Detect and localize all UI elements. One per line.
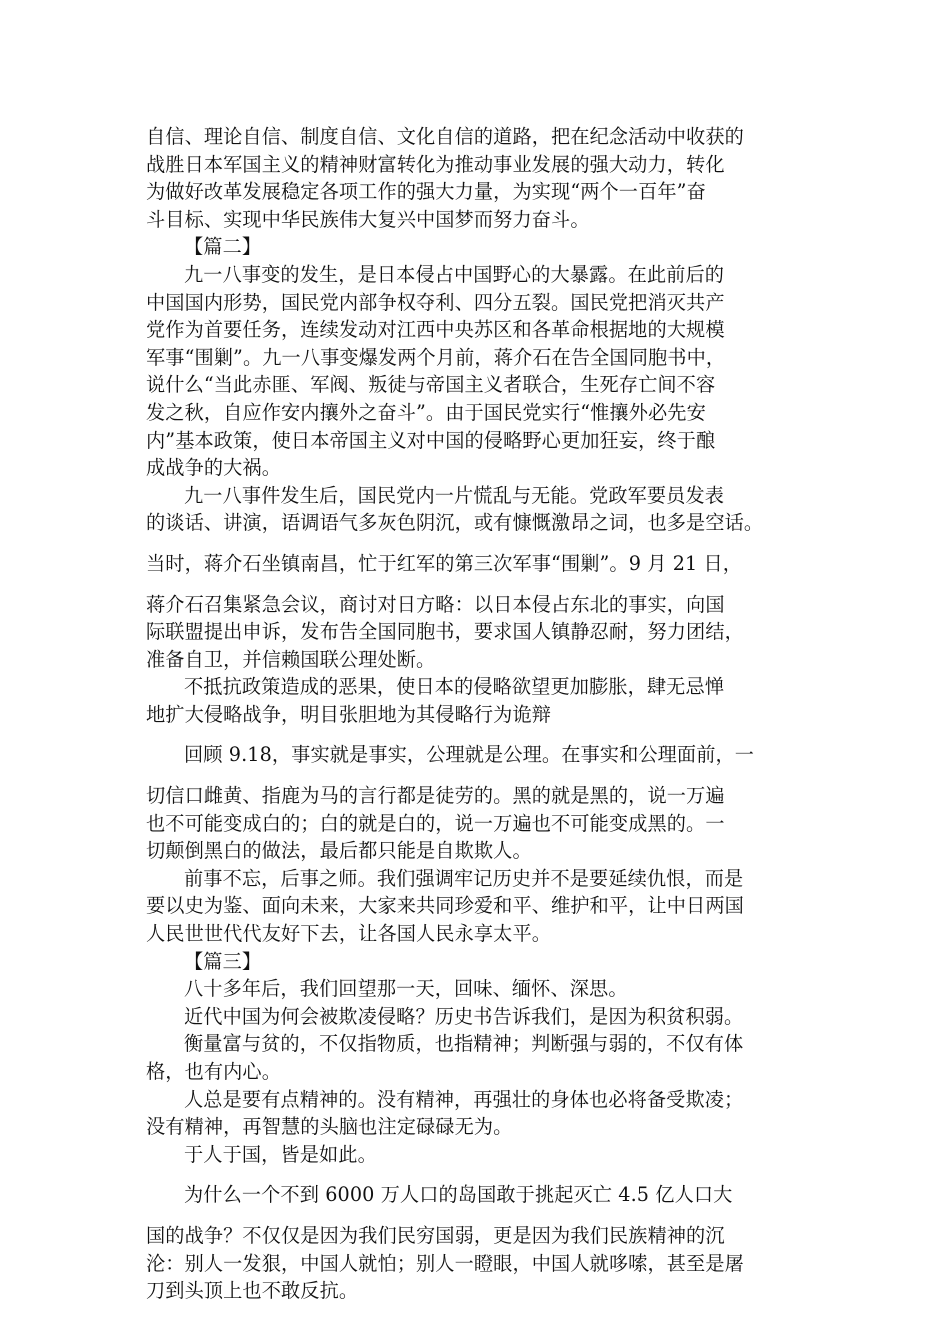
text-line: 准备自卫，并信赖国联公理处断。 xyxy=(146,647,436,671)
text-line: 内”基本政策，使日本帝国主义对中国的侵略野心更加狂妄，终于酿 xyxy=(146,428,716,452)
section-heading-2: 【篇二】 xyxy=(184,235,262,259)
text-line: 人总是要有点精神的。没有精神，再强壮的身体也必将备受欺凌； xyxy=(184,1087,744,1111)
spacer xyxy=(146,537,816,550)
text-line: 没有精神，再智慧的头脑也注定碌碌无为。 xyxy=(146,1115,513,1139)
text-line: 人民世世代代友好下去，让各国人民永享太平。 xyxy=(146,922,552,946)
text-line: 九一八事件发生后，国民党内一片慌乱与无能。党政军要员发表 xyxy=(184,483,725,507)
text-line: 不抵抗政策造成的恶果，使日本的侵略欲望更加膨胀，肆无忌惮 xyxy=(184,675,725,699)
text-line: 也不可能变成白的；白的就是白的，说一万遍也不可能变成黑的。一 xyxy=(146,811,725,835)
text-line: 沦：别人一发狠，中国人就怕；别人一瞪眼，中国人就哆嗦，甚至是屠 xyxy=(146,1251,744,1275)
text-line: 为做好改革发展稳定各项工作的强大力量，为实现“两个一百年”奋 xyxy=(146,180,706,204)
text-line: 国的战争？不仅仅是因为我们民穷国弱，更是因为我们民族精神的沉 xyxy=(146,1223,725,1247)
text-line: 切颠倒黑白的做法，最后都只能是自欺欺人。 xyxy=(146,839,532,863)
spacer xyxy=(146,1209,816,1222)
text-line: 近代中国为何会被欺凌侵略？历史书告诉我们，是因为积贫积弱。 xyxy=(184,1004,744,1028)
text-line: 发之秋，自应作安内攘外之奋斗”。由于国民党实行“惟攘外必先安 xyxy=(146,400,706,424)
text-line: 九一八事变的发生，是日本侵占中国野心的大暴露。在此前后的 xyxy=(184,262,725,286)
text-line: 斗目标、实现中华民族伟大复兴中国梦而努力奋斗。 xyxy=(146,207,590,231)
spacer xyxy=(146,769,816,782)
text-line: 于人于国，皆是如此。 xyxy=(184,1142,377,1166)
spacer xyxy=(146,578,816,591)
text-line: 党作为首要任务，连续发动对江西中央苏区和各革命根据地的大规模 xyxy=(146,318,725,342)
text-line: 格，也有内心。 xyxy=(146,1060,282,1083)
section-heading-3: 【篇三】 xyxy=(184,949,262,973)
text-line: 战胜日本军国主义的精神财富转化为推动事业发展的强大动力，转化 xyxy=(146,152,725,176)
text-line: 刀到头顶上也不敢反抗。 xyxy=(146,1279,359,1303)
text-line: 要以史为鉴、面向未来，大家来共同珍爱和平、维护和平，让中日两国 xyxy=(146,894,744,918)
text-line: 前事不忘，后事之师。我们强调牢记历史并不是要延续仇恨，而是 xyxy=(184,866,744,890)
text-line: 说什么“当此赤匪、军阀、叛徒与帝国主义者联合，生死存亡间不容 xyxy=(146,373,716,397)
spacer xyxy=(146,1168,816,1181)
text-line: 际联盟提出申诉，发布告全国同胞书，要求国人镇静忍耐，努力团结， xyxy=(146,620,744,644)
text-line: 回顾 9.18，事实就是事实，公理就是公理。在事实和公理面前，一 xyxy=(184,743,755,767)
text-line: 衡量富与贫的，不仅指物质，也指精神；判断强与弱的，不仅有体 xyxy=(184,1032,744,1056)
text-line: 八十多年后，我们回望那一天，回味、缅怀、深思。 xyxy=(184,977,628,1001)
text-line: 的谈话、讲演，语调语气多灰色阴沉，或有慷慨激昂之词，也多是空话。 xyxy=(146,511,764,535)
text-line: 中国国内形势，国民党内部争权夺利、四分五裂。国民党把消灭共产 xyxy=(146,290,725,314)
text-line: 切信口雌黄、指鹿为马的言行都是徒劳的。黑的就是黑的，说一万遍 xyxy=(146,784,725,808)
text-line: 为什么一个不到 6000 万人口的岛国敢于挑起灭亡 4.5 亿人口大 xyxy=(184,1183,733,1207)
document-body xyxy=(146,123,816,1305)
text-line: 蒋介石召集紧急会议，商讨对日方略：以日本侵占东北的事实，向国 xyxy=(146,592,725,616)
text-line: 成战争的大祸。 xyxy=(146,456,282,480)
spacer xyxy=(146,728,816,741)
text-line: 军事“围剿”。九一八事变爆发两个月前，蒋介石在告全国同胞书中， xyxy=(146,345,726,369)
text-line: 当时，蒋介石坐镇南昌，忙于红军的第三次军事“围剿”。9 月 21 日， xyxy=(146,551,743,575)
text-line: 自信、理论自信、制度自信、文化自信的道路，把在纪念活动中收获的 xyxy=(146,125,744,148)
text-line: 地扩大侵略战争，明目张胆地为其侵略行为诡辩 xyxy=(146,702,552,726)
